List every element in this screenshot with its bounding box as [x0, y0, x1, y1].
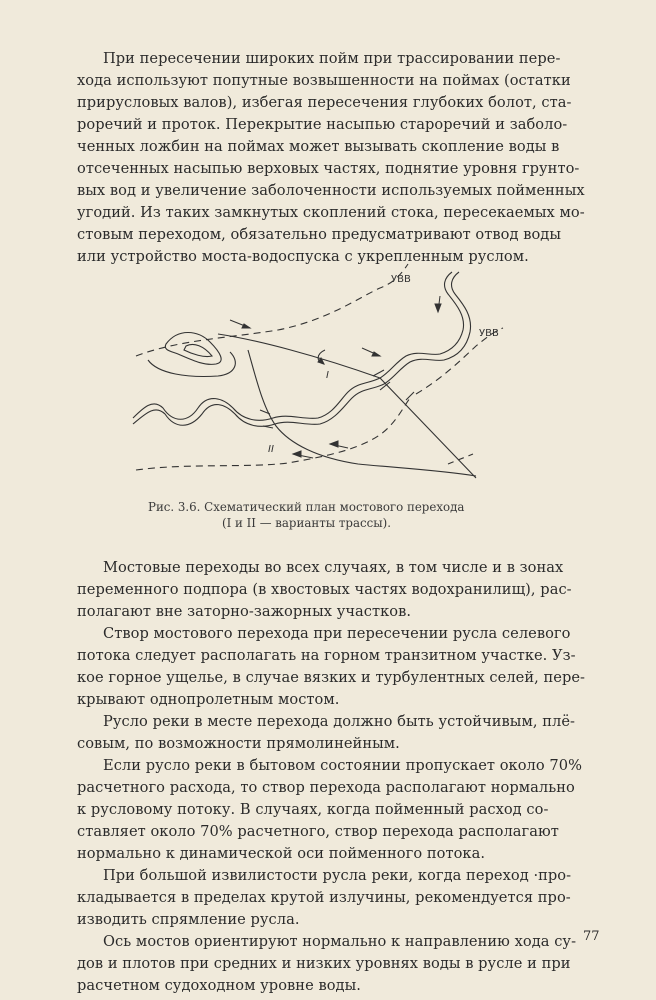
text-line: роречий и проток. Перекрытие насыпью староречий и заболо- [77, 116, 568, 133]
bridge-crossing-plan-figure [118, 258, 518, 498]
text-line: ставляет около 70% расчетного, створ перехода располагают [77, 823, 559, 840]
text-line: стовым переходом, обязательно предусматривают отвод воды [77, 226, 562, 243]
text-line: прирусловых валов), избегая пересечения глубоких болот, ста- [77, 94, 572, 111]
flood-boundary-upper [136, 264, 408, 356]
uvv-label-right: УВВ [479, 328, 499, 339]
text-line: угодий. Из таких замкнутых скоплений стока, пересекаемых мо- [77, 204, 585, 221]
crossing-tick [373, 370, 384, 376]
text-line: Створ мостового перехода при пересечении русла селевого [103, 625, 571, 642]
text-line: к русловому потоку. В случаях, когда пойменный расход со- [77, 801, 549, 818]
crossing-tick [406, 392, 414, 400]
text-line: хода используют попутные возвышенности на поймах (остатки [77, 72, 571, 89]
oxbow-outer [165, 333, 221, 365]
text-line: крывают однопролетным мостом. [77, 691, 340, 708]
flow-arrow-head [435, 304, 441, 312]
text-line: дов и плотов при средних и низких уровнях воды в русле и при [77, 955, 571, 972]
text-line: расчетного расхода, то створ перехода располагают нормально [77, 779, 575, 796]
text-line: Ось мостов ориентируют нормально к направлению хода су- [103, 933, 577, 950]
text-line: отсеченных насыпью верховых частях, поднятие уровня грунто- [77, 160, 580, 177]
route-variant-1 [218, 334, 476, 478]
flow-arrow-head [372, 352, 380, 356]
oxbow-inner [184, 344, 212, 356]
text-line: нормально к динамической оси пойменного потока. [77, 845, 486, 862]
text-line: полагают вне заторно-зажорных участков. [77, 603, 412, 620]
text-line: При пересечении широких пойм при трассировании пере- [103, 50, 561, 67]
river-bank-right [133, 272, 471, 426]
text-line: Мостовые переходы во всех случаях, в том числе и в зонах [103, 559, 564, 576]
text-line: расчетном судоходном уровне воды. [77, 977, 361, 994]
text-line: Если русло реки в бытовом состоянии пропускает около 70% [103, 757, 582, 774]
flood-boundary-lower [136, 398, 410, 470]
uvv-label-top: УВВ [391, 274, 411, 285]
text-line: кое горное ущелье, в случае вязких и турбулентных селей, пере- [77, 669, 586, 686]
flow-arrow-head [293, 451, 301, 457]
variant-1-label: I [326, 370, 329, 381]
text-line: вых вод и увеличение заболоченности используемых пойменных [77, 182, 585, 199]
variant-2-label: II [268, 444, 274, 455]
text-line: ченных ложбин на поймах может вызывать скопление воды в [77, 138, 560, 155]
text-line: Русло реки в месте перехода должно быть устойчивым, плё- [103, 713, 576, 730]
pond-contour [148, 352, 235, 376]
figure-caption-line-1: Рис. 3.6. Схематический план мостового перехода [148, 500, 465, 514]
route-variant-2 [248, 350, 476, 476]
text-line: или устройство моста-водоспуска с укрепленным руслом. [77, 248, 529, 265]
river-bank-left [133, 272, 464, 420]
text-line: кладывается в пределах крутой излучины, рекомендуется про- [77, 889, 571, 906]
text-line: переменного подпора (в хвостовых частях водохранилищ), рас- [77, 581, 572, 598]
text-line: При большой извилистости русла реки, когда переход ·про- [103, 867, 572, 884]
flow-arrow-head [330, 441, 338, 447]
text-line: изводить спрямление русла. [77, 911, 300, 928]
flow-arrow-head [242, 324, 250, 328]
page-number: 77 [583, 929, 600, 944]
text-line: потока следует располагать на горном транзитном участке. Уз- [77, 647, 576, 664]
figure-caption-line-2: (I и II — варианты трассы). [222, 516, 391, 530]
text-line: совым, по возможности прямолинейным. [77, 735, 400, 752]
